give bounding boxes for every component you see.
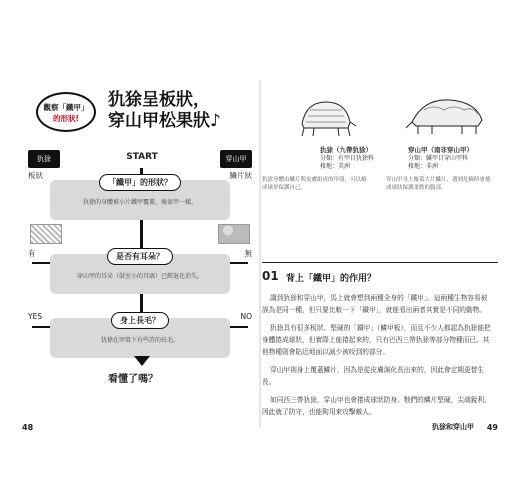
paragraph-4: 如同西三帶犰狳，穿山甲也會捲成球狀防身。牠們的鱗片堅硬、尖端銳利，因此就了防守，也能夠用來攻擊敵人。: [262, 396, 491, 416]
armadillo-name: 犰狳（九帶犰狳）: [320, 146, 372, 154]
question-2-note: 穿山甲的耳朵（鼓室小的耳廓）已經退化消失。: [76, 273, 203, 280]
pangolin-caption: [408, 146, 473, 171]
paragraph-2: 犰狳具有很多板狀、堅硬的「鐵甲」（鱗甲板），而且不少人都認為犰狳能把身體捲成球狀，但實際上能捲起來的，只有巴西三帶犰狳等部分物種而已。其他物種則會貼近地面以減少被咬到的部分。: [262, 324, 491, 356]
book-gutter: [259, 80, 261, 428]
pangolin-meta-2: 棲地：非洲: [408, 163, 439, 170]
paragraph-3: 穿山甲則身上覆蓋鱗片，因為是從皮膚演化長出來的，因此會定期更替生長。: [262, 366, 485, 386]
q3-left-label: YES: [28, 312, 43, 321]
armadillo-scale-illustration: [30, 224, 62, 244]
armadillo-meta-1: 分類：有甲目犰狳科: [320, 155, 375, 162]
section-body: [262, 292, 492, 424]
section-divider: [262, 262, 498, 263]
question-3-title: 身上長毛？: [111, 312, 169, 329]
pangolin-small-text: 穿山甲身上覆蓋大片鱗片，遇到危險時會捲成球狀保護柔軟的腹部。: [386, 177, 491, 191]
start-label: START: [126, 152, 158, 162]
pangolin-scale-illustration: [218, 224, 250, 244]
pangolin-name: 穿山甲（南非穿山甲）: [408, 146, 473, 154]
question-3-note: 犰狳在甲殼下有些許的長毛。: [100, 337, 179, 344]
pangolin-meta-1: 分類：鱗甲目穿山甲科: [408, 155, 469, 162]
right-tag: 穿山甲: [220, 150, 252, 168]
title-line2: 穿山甲松果狀♪: [108, 111, 221, 131]
section-number: 01: [262, 269, 279, 283]
right-page: [262, 80, 498, 432]
left-tag: 犰狳: [28, 150, 60, 168]
badge-line1: 觀察「鐵甲」: [43, 103, 89, 112]
q1-left-label: 板狀: [28, 171, 43, 180]
title-line1: 犰狳呈板狀，: [108, 90, 210, 110]
question-2-title: 是否有耳朵？: [107, 248, 173, 265]
question-1-title: 「鐵甲」的形狀？: [99, 174, 181, 191]
section-badge: [36, 92, 96, 132]
question-1: [50, 180, 230, 220]
question-1-note: 犰狳的身體被小片鐵甲覆蓋，像盔甲一樣。: [82, 199, 197, 206]
section-title: 背上「鐵甲」的作用？: [286, 274, 377, 284]
left-page: [22, 80, 258, 432]
armadillo-meta-2: 棲地：美洲: [320, 163, 351, 170]
armadillo-small-text: 犰狳身體由鱗片與皮膚組成的甲殼，可以蜷成球形保護自己。: [262, 177, 367, 191]
left-page-number: 48: [22, 423, 34, 432]
q1-right-label: 鱗片狀: [229, 171, 252, 180]
right-page-number: 49: [486, 423, 498, 432]
running-head: 犰狳和穿山甲: [432, 423, 474, 431]
badge-line2: 的形狀!: [53, 114, 79, 123]
question-2: [50, 254, 230, 294]
armadillo-illustration: [296, 92, 356, 140]
paragraph-1: 講到犰狳和穿山甲，馬上就會想到兩種全身的「鐵甲」。這兩種生物容易被誤為是同一種，但只要比較一下「鐵甲」，就能看出兩者其實是不同的動物。: [262, 294, 488, 314]
armadillo-caption: [320, 146, 374, 171]
page-title: [108, 90, 221, 132]
q3-right-label: NO: [240, 312, 252, 321]
q2-left-label: 有: [28, 249, 36, 258]
end-label: 看懂了嗎？: [108, 374, 158, 385]
pangolin-illustration: [406, 92, 486, 140]
question-3: [50, 318, 230, 358]
flow-arrowhead: [134, 356, 150, 366]
q2-right-label: 無: [244, 249, 252, 258]
